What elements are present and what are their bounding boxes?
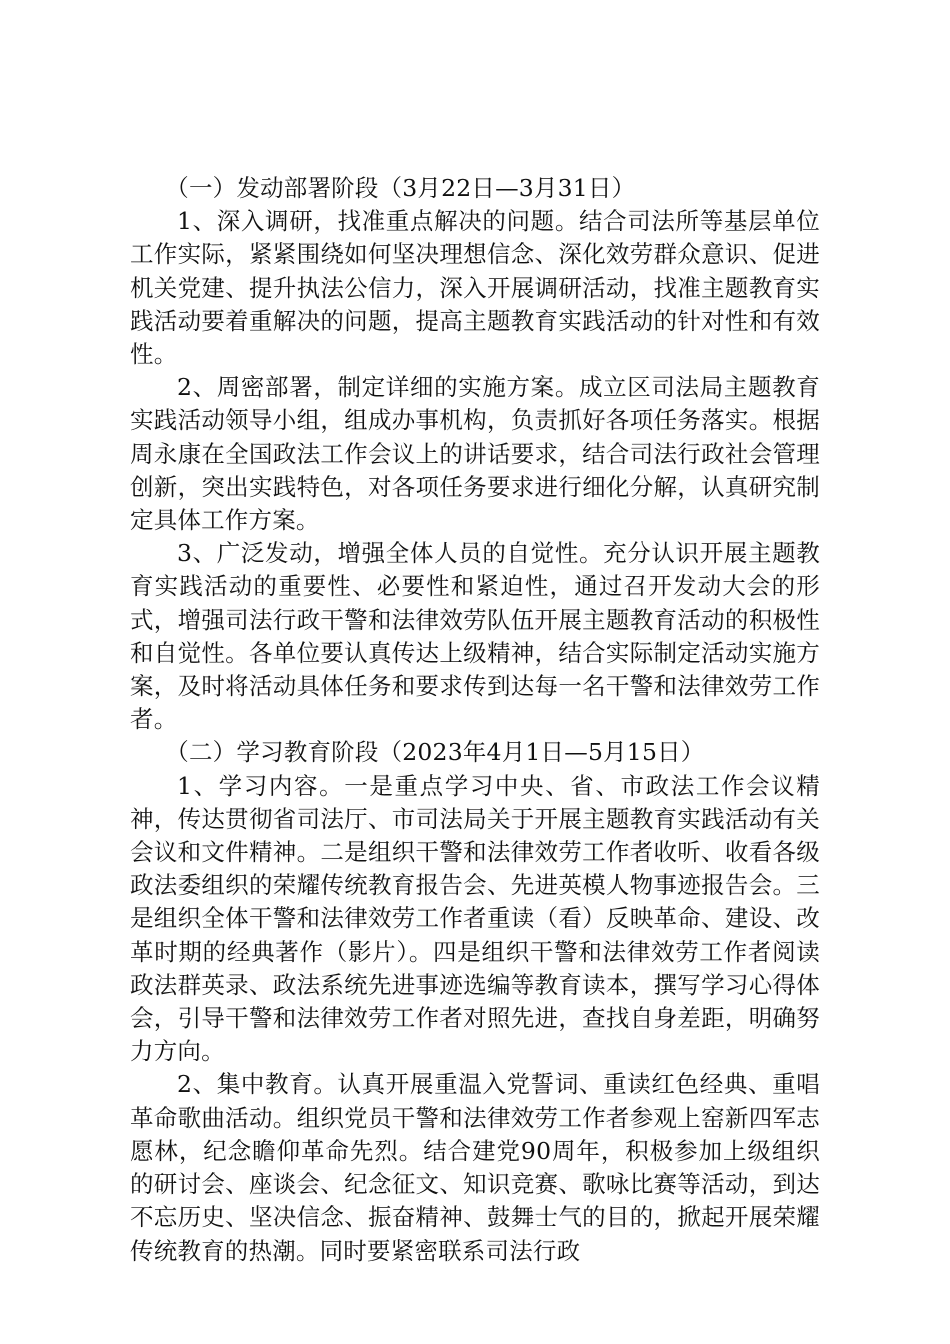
- paragraph-1-3: 3、广泛发动，增强全体人员的自觉性。充分认识开展主题教育实践活动的重要性、必要性和紧迫性，通过召开发动大会的形式，增强司法行政干警和法律效劳队伍开展主题教育活动的积极性和自觉性。各单位要认真传达上级精神，结合实际制定活动实施方案，及时将活动具体任务和要求传到达每一名干警和法律效劳工作者。: [130, 539, 820, 734]
- paragraph-2-2: 2、集中教育。认真开展重温入党誓词、重读红色经典、重唱革命歌曲活动。组织党员干警和法律效劳工作者参观上窑新四军志愿林，纪念瞻仰革命先烈。结合建党90周年，积极参加上级组织的研讨会、座谈会、纪念征文、知识竞赛、歌咏比赛等活动，到达不忘历史、坚决信念、振奋精神、鼓舞士气的目的，掀起开展荣耀传统教育的热潮。同时要紧密联系司法行政: [130, 1070, 820, 1265]
- paragraph-1-1: 1、深入调研，找准重点解决的问题。结合司法所等基层单位工作实际，紧紧围绕如何坚决理想信念、深化效劳群众意识、促进机关党建、提升执法公信力，深入开展调研活动，找准主题教育实践活动要着重解决的问题，提高主题教育实践活动的针对性和有效性。: [130, 207, 820, 369]
- section-heading-2: （二）学习教育阶段（2023年4月1日—5月15日）: [165, 738, 705, 767]
- paragraph-1-2: 2、周密部署，制定详细的实施方案。成立区司法局主题教育实践活动领导小组，组成办事机构，负责抓好各项任务落实。根据周永康在全国政法工作会议上的讲话要求，结合司法行政社会管理创新，突出实践特色，对各项任务要求进行细化分解，认真研究制定具体工作方案。: [130, 373, 820, 535]
- section-heading-1: （一）发动部署阶段（3月22日—3月31日）: [165, 174, 636, 202]
- document-page: [130, 172, 820, 1268]
- paragraph-2-1: 1、学习内容。一是重点学习中央、省、市政法工作会议精神，传达贯彻省司法厅、市司法局关于开展主题教育实践活动有关会议和文件精神。二是组织干警和法律效劳工作者收听、收看各级政法委组织的荣耀传统教育报告会、先进英模人物事迹报告会。三是组织全体干警和法律效劳工作者重读（看）反映革命、建设、改革时期的经典著作（影片）。四是组织干警和法律效劳工作者阅读政法群英录、政法系统先进事迹选编等教育读本，撰写学习心得体会，引导干警和法律效劳工作者对照先进，查找自身差距，明确努力方向。: [130, 771, 820, 1066]
